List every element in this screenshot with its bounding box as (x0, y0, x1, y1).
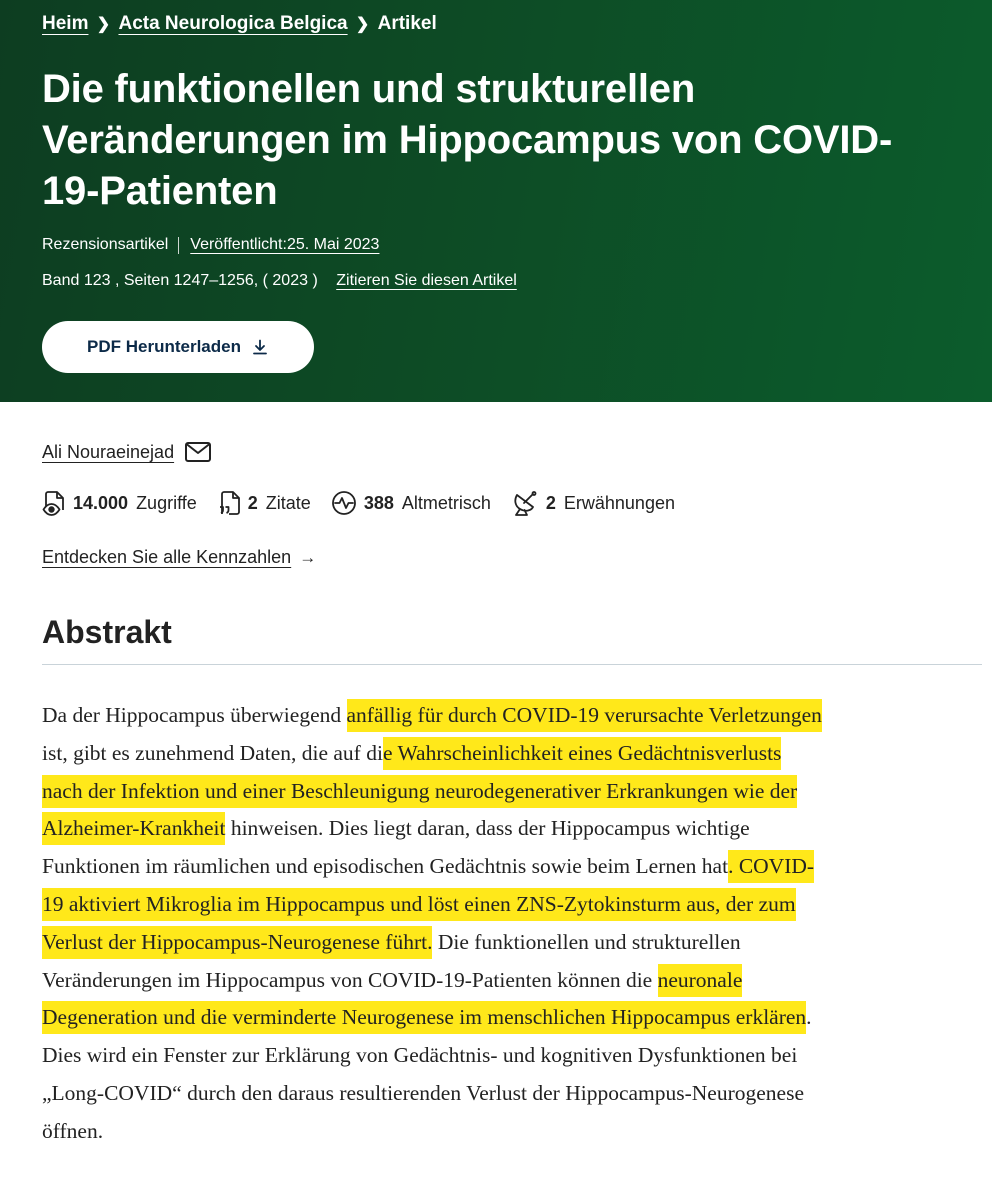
mail-icon[interactable] (184, 441, 212, 463)
abstract-line (42, 1037, 982, 1075)
highlighted-text: neuronale (658, 964, 743, 997)
meta-divider (178, 237, 179, 254)
abstract-text-segment: ist, gibt es zunehmend Daten, die auf di (42, 740, 383, 765)
breadcrumb-journal-link[interactable]: Acta Neurologica Belgica (118, 13, 348, 34)
breadcrumb-home-link[interactable]: Heim (42, 13, 89, 34)
metric-citations-label: Zitate (265, 492, 311, 513)
abstract-line (42, 1113, 982, 1151)
chevron-right-icon: ❯ (96, 16, 111, 33)
metric-citations-value: 2 (247, 492, 258, 513)
abstract-text-segment: Dies wird ein Fenster zur Erklärung von Gedächtnis- und kognitiven Dysfunktionen bei (42, 1043, 798, 1068)
metric-accesses (42, 490, 197, 516)
highlighted-text: . COVID- (728, 850, 814, 883)
abstract-text-segment: Funktionen im räumlichen und episodischen Gedächtnis sowie beim Lernen hat (42, 854, 729, 879)
abstract-heading: Abstrakt (42, 614, 172, 650)
article-title: Die funktionellen und strukturellen Veränderungen im Hippocampus von COVID-19-Patienten (42, 67, 893, 213)
download-pdf-button[interactable] (42, 321, 314, 373)
abstract-text (42, 697, 982, 1151)
chevron-right-icon: ❯ (355, 16, 370, 33)
cite-article-link[interactable]: Zitieren Sie diesen Artikel (336, 272, 517, 289)
metric-mentions-value: 2 (545, 492, 556, 513)
metric-citations (217, 490, 311, 516)
highlighted-text: Verlust der Hippocampus-Neurogenese führt. (42, 926, 432, 959)
abstract-line (42, 886, 982, 924)
metric-altmetric-value: 388 (363, 492, 394, 513)
article-type: Rezensionsartikel (42, 236, 169, 253)
abstract-text-segment: Veränderungen im Hippocampus von COVID-19-Patienten können die (42, 967, 658, 992)
abstract-line (42, 848, 982, 886)
abstract-line (42, 773, 982, 811)
abstract-text-segment: Da der Hippocampus überwiegend (42, 703, 347, 727)
highlighted-text: Alzheimer-Krankheit (42, 812, 225, 845)
author (42, 441, 212, 463)
article-citation-meta (42, 272, 517, 290)
abstract-line (42, 962, 982, 1000)
explore-metrics-label: Entdecken Sie alle Kennzahlen (42, 547, 292, 567)
explore-metrics-link[interactable] (42, 547, 316, 568)
metric-altmetric (331, 490, 491, 516)
article-meta (42, 236, 379, 254)
abstract-line (42, 697, 982, 735)
abstract-line (42, 735, 982, 773)
abstract-line (42, 924, 982, 962)
download-pdf-label: PDF Herunterladen (87, 337, 241, 356)
metric-mentions (511, 490, 675, 516)
highlighted-text: Degeneration und die verminderte Neurogenese im menschlichen Hippocampus erklären (42, 1001, 806, 1034)
altmetric-icon (331, 490, 357, 516)
highlighted-text: anfällig für durch COVID-19 verursachte Verletzungen (347, 699, 822, 732)
article-metrics (42, 490, 695, 516)
download-icon (251, 338, 269, 356)
metric-altmetric-label: Altmetrisch (401, 492, 491, 513)
abstract-line (42, 1075, 982, 1113)
abstract-text-segment: . (806, 1005, 812, 1030)
abstract-text-segment: öffnen. (42, 1118, 104, 1143)
abstract-line (42, 999, 982, 1037)
citations-icon (217, 490, 241, 516)
published-date-link[interactable]: Veröffentlicht:25. Mai 2023 (190, 236, 380, 253)
abstract-line (42, 810, 982, 848)
section-divider (42, 664, 982, 665)
highlighted-text: e Wahrscheinlichkeit eines Gedächtnisverlusts (383, 737, 782, 770)
abstract-text-segment: Die funktionellen und strukturellen (432, 929, 741, 954)
volume-pages: Band 123 , Seiten 1247–1256, ( 2023 ) (42, 272, 318, 289)
breadcrumb (42, 13, 437, 35)
highlighted-text: nach der Infektion und einer Beschleunigung neurodegenerativer Erkrankungen wie der (42, 775, 797, 808)
author-name-link[interactable]: Ali Nouraeinejad (42, 441, 175, 462)
arrow-right-icon: → (299, 547, 317, 567)
metric-mentions-label: Erwähnungen (563, 492, 675, 513)
breadcrumb-current: Artikel (377, 13, 437, 34)
article-header (0, 0, 992, 402)
metric-accesses-label: Zugriffe (136, 492, 197, 513)
highlighted-text: 19 aktiviert Mikroglia im Hippocampus und löst einen ZNS-Zytokinsturm aus, der zum (42, 888, 796, 921)
abstract-text-segment: „Long-COVID“ durch den daraus resultierenden Verlust der Hippocampus-Neurogenese (42, 1080, 805, 1105)
abstract-text-segment: hinweisen. Dies liegt daran, dass der Hippocampus wichtige (225, 816, 750, 841)
accesses-icon (42, 490, 66, 516)
mentions-icon (511, 490, 539, 516)
metric-accesses-value: 14.000 (73, 492, 129, 513)
